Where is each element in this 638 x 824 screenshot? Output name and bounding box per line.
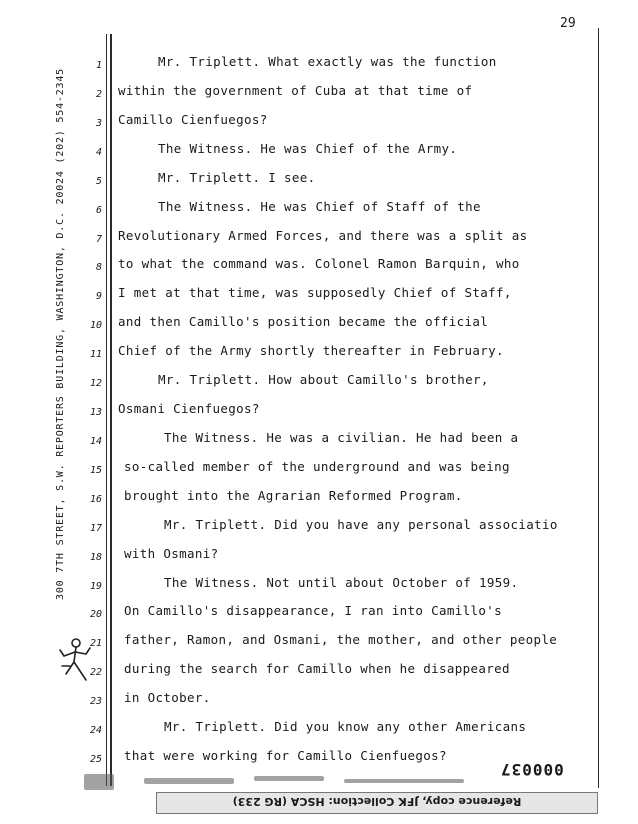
line-number: 19: [89, 580, 102, 592]
transcript-line: Revolutionary Armed Forces, and there was a split as: [118, 227, 528, 243]
transcript-line: within the government of Cuba at that time of: [118, 82, 473, 98]
transcript-line: that were working for Camillo Cienfuegos?: [124, 748, 447, 764]
margin-rule-left: [106, 34, 107, 786]
transcript-line: On Camillo's disappearance, I ran into Camillo's: [124, 603, 503, 619]
transcript-line: Mr. Triplett. How about Camillo's brother,: [158, 372, 489, 388]
line-number: 22: [89, 667, 102, 679]
line-number: 17: [89, 522, 102, 534]
line-number: 9: [95, 291, 102, 303]
line-number: 24: [89, 725, 102, 737]
line-number: 13: [89, 407, 102, 419]
transcript-line: during the search for Camillo when he disappeared: [124, 661, 510, 677]
transcript-line: to what the command was. Colonel Ramon Barquin, who: [118, 256, 520, 272]
line-number: 6: [95, 204, 102, 216]
line-number: 5: [95, 175, 102, 187]
line-number: 2: [95, 88, 102, 100]
transcript-line: Chief of the Army shortly thereafter in February.: [118, 343, 504, 359]
reference-bar: [156, 792, 598, 814]
transcript-line: Osmani Cienfuegos?: [118, 401, 260, 417]
transcript-line: The Witness. He was a civilian. He had been a: [164, 429, 519, 445]
line-number: 1: [95, 60, 102, 71]
transcript-line: with Osmani?: [124, 545, 219, 561]
line-number: 15: [89, 464, 102, 476]
reference-text: Reference copy, JFK Collection: HSCA (RG 233): [232, 795, 522, 808]
line-number: 25: [89, 754, 102, 766]
transcript-line: The Witness. He was Chief of Staff of the: [158, 198, 481, 214]
transcript-line: Mr. Triplett. I see.: [158, 169, 316, 185]
document-id-stamp: 000037: [500, 760, 564, 779]
line-number: 23: [89, 696, 102, 708]
line-number: 20: [89, 609, 102, 621]
line-number: 8: [95, 262, 102, 274]
margin-rule-right: [598, 28, 599, 788]
line-number: 21: [89, 638, 102, 650]
transcript-line: I met at that time, was supposedly Chief of Staff,: [118, 285, 512, 301]
margin-rule-left-double: [110, 34, 112, 786]
line-number: 4: [95, 146, 102, 158]
line-number: 7: [95, 233, 102, 245]
page-number: 29: [560, 16, 576, 31]
transcript-line: in October.: [124, 690, 211, 706]
stamp-figure-icon: [56, 636, 92, 682]
transcript-line: father, Ramon, and Osmani, the mother, and other people: [124, 632, 558, 648]
line-number: 14: [89, 435, 102, 447]
reporter-address-sidebar: 300 7TH STREET, S.W. REPORTERS BUILDING, WASHINGTON, D.C. 20024 (202) 554-2345: [55, 68, 66, 600]
transcript-line: Mr. Triplett. What exactly was the function: [158, 54, 497, 69]
line-number: 12: [89, 378, 102, 390]
transcript-line: brought into the Agrarian Reformed Program.: [124, 487, 463, 503]
transcript-line: The Witness. He was Chief of the Army.: [158, 140, 458, 156]
line-number: 11: [89, 349, 102, 361]
line-number: 18: [89, 551, 102, 563]
transcript-line: so-called member of the underground and was being: [124, 458, 510, 474]
line-number: 3: [95, 117, 102, 129]
line-number: 10: [89, 320, 102, 332]
line-number: 16: [89, 493, 102, 505]
transcript-line: Camillo Cienfuegos?: [118, 111, 268, 127]
transcript-line: The Witness. Not until about October of 1959.: [164, 574, 519, 590]
transcript-line: and then Camillo's position became the official: [118, 314, 489, 330]
transcript-line: Mr. Triplett. Did you have any personal associatio: [164, 516, 558, 532]
transcript-line: Mr. Triplett. Did you know any other Americans: [164, 719, 527, 735]
